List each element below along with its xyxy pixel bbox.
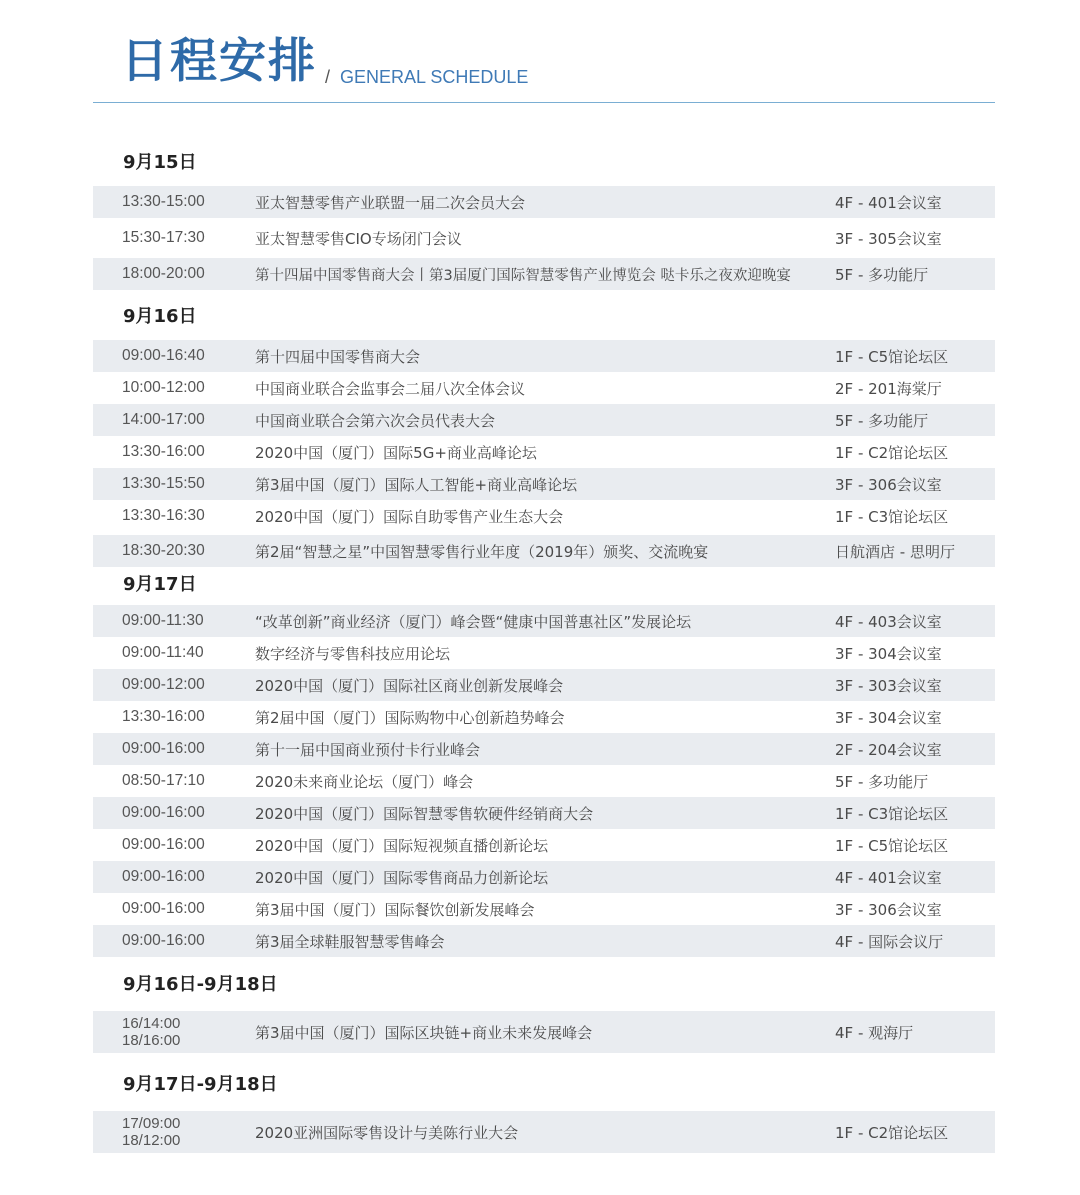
table-row xyxy=(93,500,995,532)
event-venue: 1F - C3馆论坛区 xyxy=(835,507,949,526)
page-subtitle xyxy=(325,66,528,88)
day-heading: 9月16日 xyxy=(123,306,197,327)
event-venue: 5F - 多功能厅 xyxy=(835,772,929,791)
event-title: 第3届中国（厦门）国际餐饮创新发展峰会 xyxy=(255,900,535,919)
event-time: 13:30-15:50 xyxy=(122,475,205,492)
event-venue: 3F - 305会议室 xyxy=(835,229,942,248)
event-time-start: 16/14:00 xyxy=(122,1015,181,1032)
table-row xyxy=(93,605,995,637)
event-time-end: 18/12:00 xyxy=(122,1132,181,1149)
event-time xyxy=(122,1011,180,1053)
table-row xyxy=(93,765,995,797)
event-time: 09:00-16:40 xyxy=(122,347,205,364)
event-time: 09:00-16:00 xyxy=(122,804,205,821)
table-row xyxy=(93,340,995,372)
table-row xyxy=(93,1011,995,1053)
event-title: 中国商业联合会第六次会员代表大会 xyxy=(255,411,496,430)
event-time: 09:00-11:30 xyxy=(122,612,204,629)
header-divider xyxy=(93,102,995,103)
table-row xyxy=(93,1111,995,1153)
table-row xyxy=(93,372,995,404)
table-row xyxy=(93,797,995,829)
event-title: 第十一届中国商业预付卡行业峰会 xyxy=(255,740,481,759)
event-time: 09:00-16:00 xyxy=(122,740,205,757)
table-row xyxy=(93,733,995,765)
event-venue: 4F - 国际会议厅 xyxy=(835,932,944,951)
event-venue: 5F - 多功能厅 xyxy=(835,265,929,284)
event-venue: 4F - 403会议室 xyxy=(835,612,942,631)
page-title: 日程安排 xyxy=(121,34,317,89)
event-time: 09:00-16:00 xyxy=(122,900,205,917)
event-time: 09:00-16:00 xyxy=(122,932,205,949)
event-title: 2020中国（厦门）国际智慧零售软硬件经销商大会 xyxy=(255,804,594,823)
event-title: 第2届中国（厦门）国际购物中心创新趋势峰会 xyxy=(255,708,565,727)
event-venue: 1F - C2馆论坛区 xyxy=(835,443,949,462)
table-row xyxy=(93,535,995,567)
event-venue: 4F - 401会议室 xyxy=(835,868,942,887)
table-row xyxy=(93,829,995,861)
table-row xyxy=(93,222,995,254)
table-row xyxy=(93,258,995,290)
event-time: 13:30-16:00 xyxy=(122,443,205,460)
event-time: 10:00-12:00 xyxy=(122,379,205,396)
event-venue: 1F - C5馆论坛区 xyxy=(835,836,949,855)
table-row xyxy=(93,468,995,500)
page-header xyxy=(93,30,995,104)
event-time: 08:50-17:10 xyxy=(122,772,205,789)
day-heading: 9月16日-9月18日 xyxy=(123,974,278,995)
event-venue: 5F - 多功能厅 xyxy=(835,411,929,430)
event-title: 2020中国（厦门）国际自助零售产业生态大会 xyxy=(255,507,564,526)
event-title: 亚太智慧零售CIO专场闭门会议 xyxy=(255,229,462,248)
table-row xyxy=(93,669,995,701)
event-title: “改革创新”商业经济（厦门）峰会暨“健康中国普惠社区”发展论坛 xyxy=(255,612,692,631)
event-time: 13:30-15:00 xyxy=(122,193,205,210)
title-separator: / xyxy=(325,67,331,87)
event-venue: 4F - 观海厅 xyxy=(835,1023,914,1042)
table-row xyxy=(93,893,995,925)
event-venue: 日航酒店 - 思明厅 xyxy=(835,542,955,561)
event-title: 2020中国（厦门）国际5G+商业高峰论坛 xyxy=(255,443,537,462)
event-title: 2020亚洲国际零售设计与美陈行业大会 xyxy=(255,1123,519,1142)
day-heading: 9月17日 xyxy=(123,574,197,595)
table-row xyxy=(93,701,995,733)
subtitle-text: GENERAL SCHEDULE xyxy=(340,67,529,87)
event-time: 13:30-16:30 xyxy=(122,507,205,524)
event-time: 09:00-16:00 xyxy=(122,836,205,853)
event-time: 15:30-17:30 xyxy=(122,229,205,246)
event-title: 第十四届中国零售商大会 xyxy=(255,347,421,366)
event-time xyxy=(122,1111,180,1153)
event-title: 中国商业联合会监事会二届八次全体会议 xyxy=(255,379,526,398)
day-heading: 9月15日 xyxy=(123,152,197,173)
event-time: 09:00-11:40 xyxy=(122,644,204,661)
event-title: 2020中国（厦门）国际短视频直播创新论坛 xyxy=(255,836,549,855)
event-title: 2020中国（厦门）国际零售商品力创新论坛 xyxy=(255,868,549,887)
day-heading: 9月17日-9月18日 xyxy=(123,1074,278,1095)
event-time: 13:30-16:00 xyxy=(122,708,205,725)
event-venue: 3F - 306会议室 xyxy=(835,475,942,494)
event-title: 第3届中国（厦门）国际人工智能+商业高峰论坛 xyxy=(255,475,578,494)
table-row xyxy=(93,861,995,893)
event-venue: 2F - 204会议室 xyxy=(835,740,942,759)
event-time: 18:30-20:30 xyxy=(122,542,205,559)
event-venue: 4F - 401会议室 xyxy=(835,193,942,212)
event-venue: 3F - 303会议室 xyxy=(835,676,942,695)
event-time: 09:00-16:00 xyxy=(122,868,205,885)
event-time: 09:00-12:00 xyxy=(122,676,205,693)
event-venue: 3F - 304会议室 xyxy=(835,644,942,663)
event-title: 亚太智慧零售产业联盟一届二次会员大会 xyxy=(255,193,526,212)
event-venue: 3F - 306会议室 xyxy=(835,900,942,919)
event-venue: 2F - 201海棠厅 xyxy=(835,379,942,398)
event-title: 第十四届中国零售商大会丨第3届厦门国际智慧零售产业博览会 哒卡乐之夜欢迎晚宴 xyxy=(255,267,791,284)
event-title: 数字经济与零售科技应用论坛 xyxy=(255,644,451,663)
event-title: 第2届“智慧之星”中国智慧零售行业年度（2019年）颁奖、交流晚宴 xyxy=(255,542,709,561)
event-time: 14:00-17:00 xyxy=(122,411,205,428)
event-title: 第3届中国（厦门）国际区块链+商业未来发展峰会 xyxy=(255,1023,593,1042)
table-row xyxy=(93,404,995,436)
event-title: 2020未来商业论坛（厦门）峰会 xyxy=(255,772,474,791)
event-venue: 1F - C2馆论坛区 xyxy=(835,1123,949,1142)
event-time: 18:00-20:00 xyxy=(122,265,205,282)
event-venue: 1F - C5馆论坛区 xyxy=(835,347,949,366)
event-venue: 3F - 304会议室 xyxy=(835,708,942,727)
event-title: 第3届全球鞋服智慧零售峰会 xyxy=(255,932,445,951)
event-time-start: 17/09:00 xyxy=(122,1115,181,1132)
event-title: 2020中国（厦门）国际社区商业创新发展峰会 xyxy=(255,676,564,695)
table-row xyxy=(93,925,995,957)
table-row xyxy=(93,637,995,669)
table-row xyxy=(93,186,995,218)
event-venue: 1F - C3馆论坛区 xyxy=(835,804,949,823)
event-time-end: 18/16:00 xyxy=(122,1032,181,1049)
table-row xyxy=(93,436,995,468)
